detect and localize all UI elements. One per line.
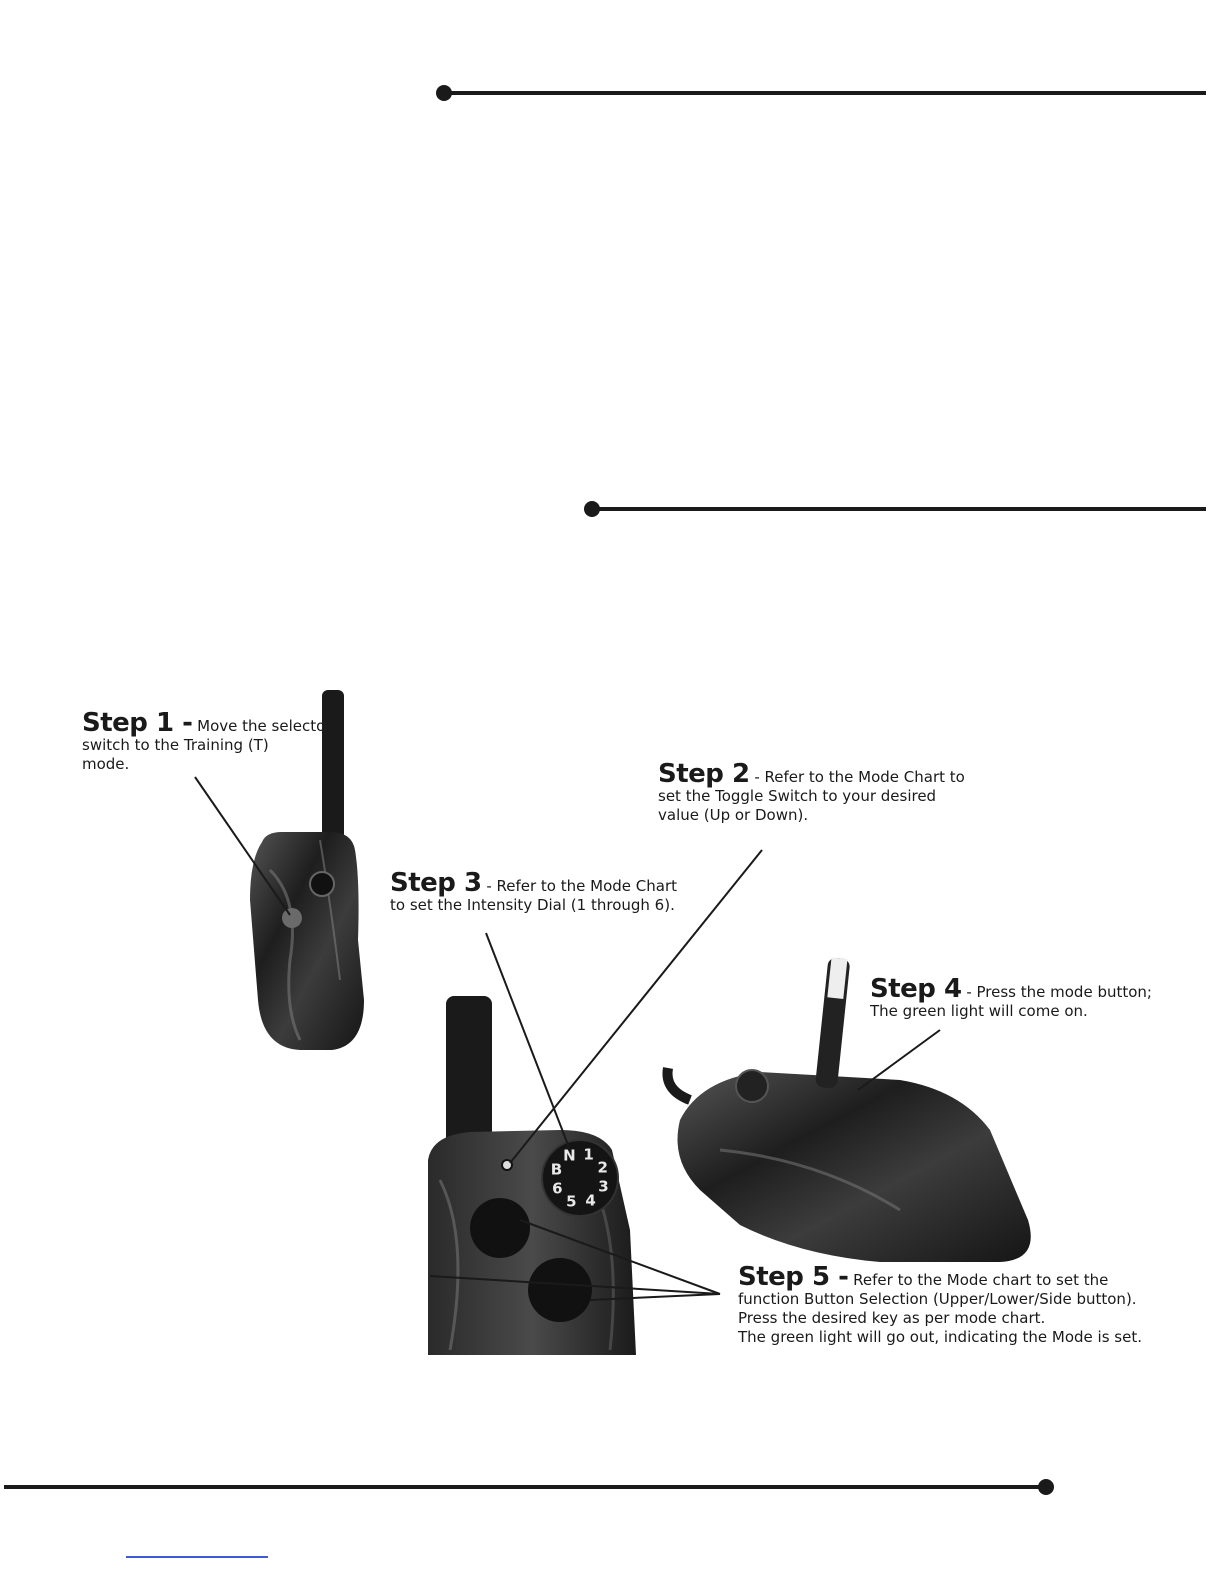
upper-button [470,1198,530,1258]
dial-label-3: 3 [598,1177,609,1196]
step-1-line-1: Move the selector [197,717,332,735]
step-2-line-1: - Refer to the Mode Chart to [754,768,965,786]
step-4-line-1: - Press the mode button; [966,983,1152,1001]
dial-label-2: 2 [597,1158,608,1177]
step-5-line-2: function Button Selection (Upper/Lower/Side button). [738,1290,1137,1308]
dial-label-n: N [563,1146,576,1165]
dial-label-5: 5 [566,1192,577,1211]
transmitter-large-antenna [446,996,492,1146]
step-5-caption [738,1262,1158,1347]
step-1-caption [82,708,332,774]
lower-button [528,1258,592,1322]
step-4-caption [870,974,1170,1021]
step-2-line-2: set the Toggle Switch to your desired [658,787,937,805]
step-2-title: Step 2 [658,759,750,789]
step-3-line-2: to set the Intensity Dial (1 through 6). [390,896,675,914]
step-1-line-2: switch to the Training (T) [82,736,269,754]
step-1-title: Step 1 - [82,708,193,738]
step-1-line-3: mode. [82,755,130,773]
dial-label-6: 6 [552,1179,563,1198]
step-5-title: Step 5 - [738,1262,849,1292]
step-3-title: Step 3 [390,868,482,898]
transmitter-small-selector [282,908,302,928]
transmitter-small-body [250,832,364,1050]
dial-label-b: B [550,1160,563,1179]
step-2-caption [658,759,978,825]
step-3-caption [390,868,690,915]
step-4-title: Step 4 [870,974,962,1004]
dial-label-1: 1 [583,1145,594,1164]
step-5-line-1: Refer to the Mode chart to set the [853,1271,1109,1289]
step-5-line-3: Press the desired key as per mode chart. [738,1309,1046,1327]
step-2-line-3: value (Up or Down). [658,806,809,824]
collar-receiver-body [678,1072,1031,1262]
step-3-line-1: - Refer to the Mode Chart [486,877,677,895]
step-4-line-2: The green light will come on. [870,1002,1088,1020]
transmitter-small-knob [310,872,334,896]
step-5-line-4: The green light will go out, indicating the Mode is set. [738,1328,1142,1346]
footer-link-underline[interactable] [126,1556,268,1558]
collar-receiver-speaker [736,1070,768,1102]
dial-label-4: 4 [585,1191,596,1210]
